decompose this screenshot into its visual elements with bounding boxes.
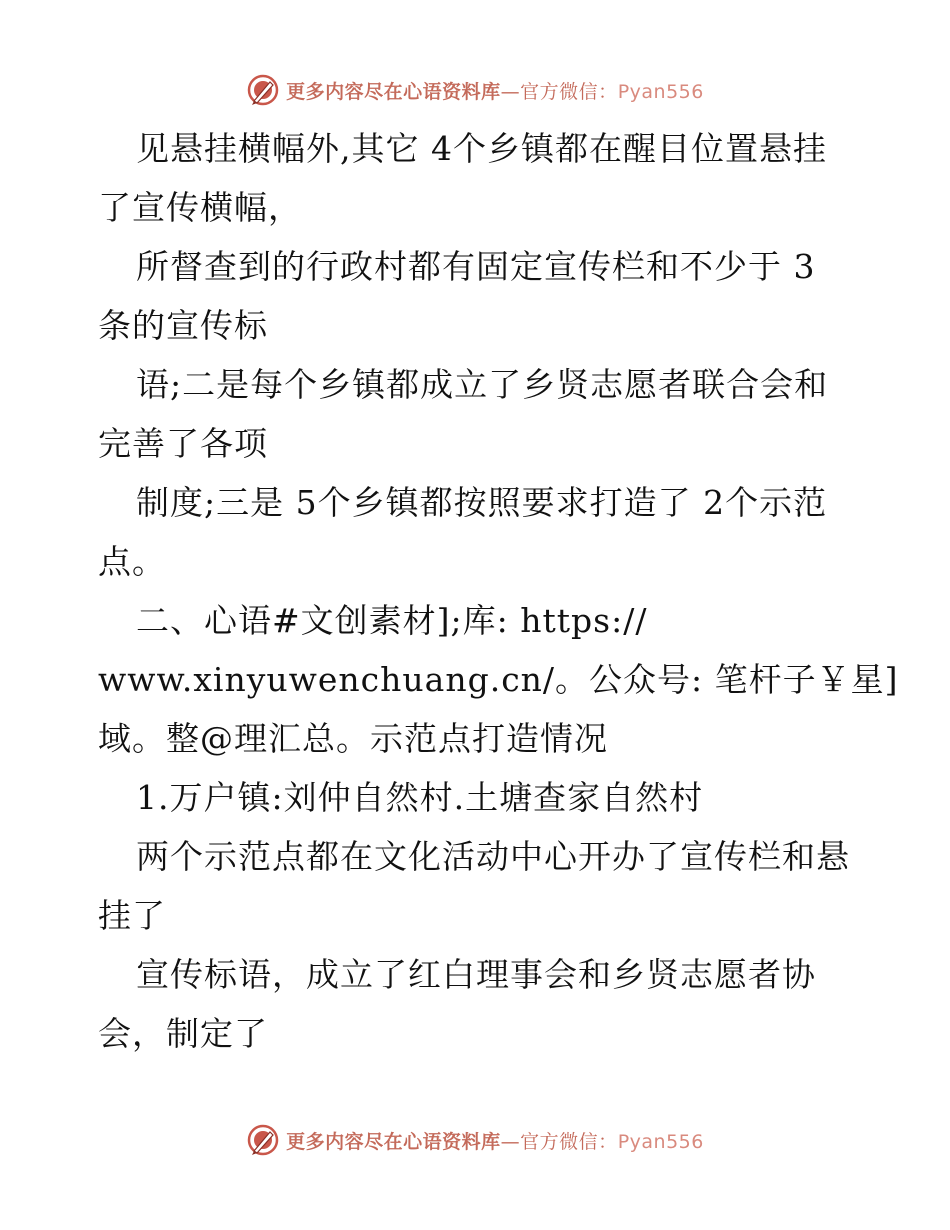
watermark-wechat-id: Pyan556 <box>617 80 704 103</box>
watermark-wechat-id: Pyan556 <box>617 1130 704 1153</box>
text-line: 域。整@理汇总。示范点打造情况 <box>98 719 608 758</box>
header-watermark-banner <box>0 70 950 110</box>
text-line: 会，制定了 <box>98 1014 268 1053</box>
text-line: 宣传标语，成立了红白理事会和乡贤志愿者协 <box>136 955 816 994</box>
watermark-label: 官方微信： <box>520 1130 618 1153</box>
watermark-text <box>286 77 704 104</box>
text-line: 制度;三是 5个乡镇都按照要求打造了 2个示范 <box>136 483 828 522</box>
watermark-separator: — <box>500 80 521 103</box>
text-line: 语;二是每个乡镇都成立了乡贤志愿者联合会和 <box>136 365 829 404</box>
footer-watermark-banner <box>0 1120 950 1160</box>
text-line: 点。 <box>98 542 166 581</box>
text-line: 挂了 <box>98 896 166 935</box>
text-line: 1.万户镇:刘仲自然村.土塘查家自然村 <box>136 778 704 817</box>
pen-logo-icon <box>246 73 280 107</box>
text-line: 所督查到的行政村都有固定宣传栏和不少于 3 <box>136 247 816 286</box>
document-body <box>98 119 899 1063</box>
text-line: 见悬挂横幅外,其它 4个乡镇都在醒目位置悬挂 <box>136 129 827 168</box>
pen-logo-icon <box>246 1123 280 1157</box>
watermark-brand: 更多内容尽在心语资料库 <box>286 1130 501 1153</box>
text-line: 了宣传横幅， <box>98 188 302 227</box>
text-line: 条的宣传标 <box>98 306 268 345</box>
text-line: 两个示范点都在文化活动中心开办了宣传栏和悬 <box>136 837 850 876</box>
watermark-brand: 更多内容尽在心语资料库 <box>286 80 501 103</box>
watermark-separator: — <box>500 1130 521 1153</box>
text-line: 完善了各项 <box>98 424 268 463</box>
text-line: www.xinyuwenchuang.cn/。公众号: 笔杆子￥星] <box>98 660 899 699</box>
watermark-label: 官方微信： <box>520 80 618 103</box>
text-line: 二、心语#文创素材];库: https:// <box>136 601 648 640</box>
watermark-text <box>286 1127 704 1154</box>
